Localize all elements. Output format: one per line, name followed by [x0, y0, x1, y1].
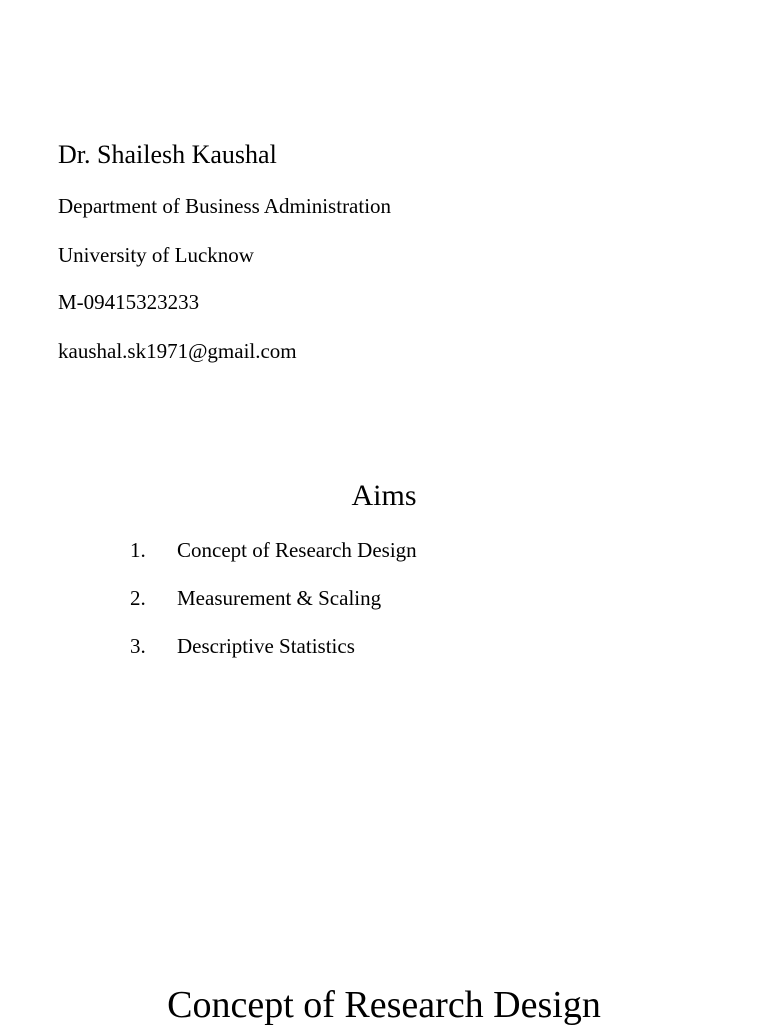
aim-item — [0, 585, 600, 613]
aim-number: 2. — [130, 586, 146, 610]
author-name: Dr. Shailesh Kaushal — [58, 140, 277, 169]
aim-item — [0, 633, 600, 661]
aim-text: Concept of Research Design — [177, 538, 417, 562]
aim-text: Measurement & Scaling — [177, 586, 382, 610]
author-phone: M-09415323233 — [58, 290, 200, 314]
section-title: Concept of Research Design — [167, 984, 601, 1026]
aims-heading: Aims — [351, 479, 417, 512]
author-department: Department of Business Administration — [58, 194, 392, 218]
aim-number: 1. — [130, 538, 146, 562]
aim-number: 3. — [130, 634, 146, 658]
author-university: University of Lucknow — [58, 243, 254, 267]
aim-text: Descriptive Statistics — [177, 634, 355, 658]
author-email: kaushal.sk1971@gmail.com — [58, 339, 297, 363]
aim-item — [0, 537, 600, 565]
